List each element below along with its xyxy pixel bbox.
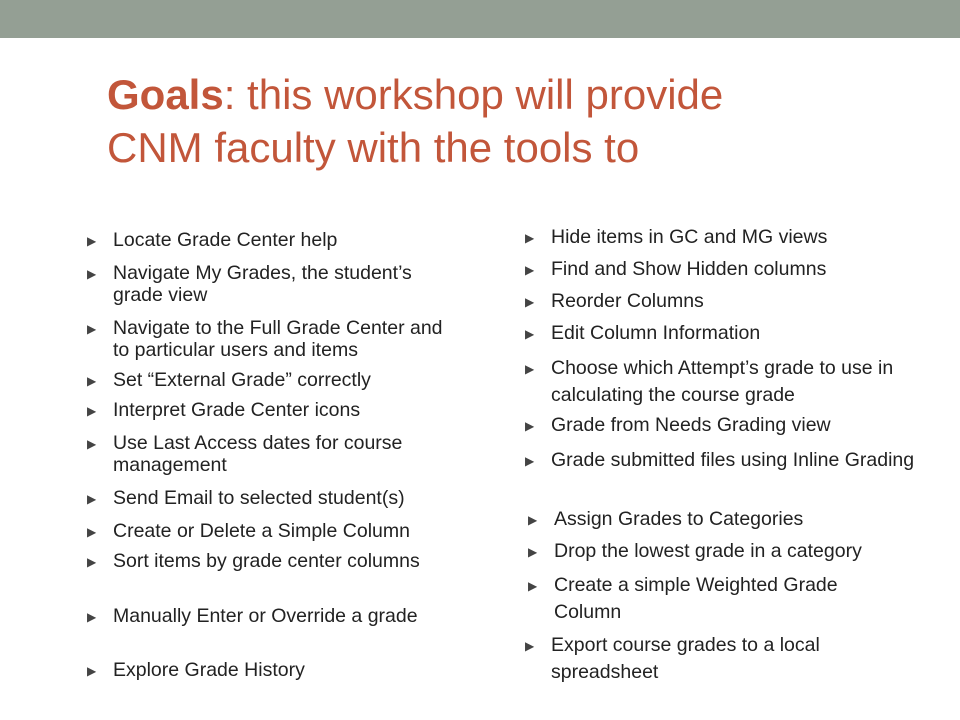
triangle-right-icon: ▶ (87, 610, 97, 624)
list-item-text: Explore Grade History (113, 659, 305, 681)
list-item (87, 432, 463, 476)
triangle-right-icon: ▶ (87, 555, 97, 569)
list-item-text: Create or Delete a Simple Column (113, 520, 410, 542)
list-item (528, 572, 894, 626)
list-item-text: Locate Grade Center help (113, 229, 338, 251)
list-item (87, 605, 463, 627)
list-item-text: Find and Show Hidden columns (551, 258, 827, 280)
title-bold: Goals (107, 71, 224, 118)
triangle-right-icon: ▶ (528, 579, 538, 593)
list-item (528, 508, 934, 530)
list-item-text: Sort items by grade center columns (113, 550, 420, 572)
triangle-right-icon: ▶ (87, 437, 97, 451)
list-item-text: Choose which Attempt’s grade to use in calculating the course grade (551, 357, 894, 406)
list-item (87, 317, 463, 361)
triangle-right-icon: ▶ (525, 263, 535, 277)
triangle-right-icon: ▶ (87, 267, 97, 281)
list-item (525, 414, 931, 436)
triangle-right-icon: ▶ (528, 545, 538, 559)
triangle-right-icon: ▶ (87, 492, 97, 506)
list-item (525, 290, 931, 312)
list-item-text: Edit Column Information (551, 322, 761, 344)
triangle-right-icon: ▶ (525, 419, 535, 433)
list-item (87, 550, 463, 572)
top-accent-bar (0, 0, 960, 38)
list-item-text: Navigate to the Full Grade Center and to particular users and items (113, 317, 443, 361)
list-item-text: Grade from Needs Grading view (551, 414, 831, 436)
triangle-right-icon: ▶ (525, 295, 535, 309)
triangle-right-icon: ▶ (525, 327, 535, 341)
triangle-right-icon: ▶ (87, 664, 97, 678)
triangle-right-icon: ▶ (525, 231, 535, 245)
list-item-text: Set “External Grade” correctly (113, 369, 371, 391)
list-item-text: Assign Grades to Categories (554, 508, 804, 530)
list-item (528, 540, 934, 562)
list-item-text: Export course grades to a local spreadsheet (551, 634, 820, 683)
list-item (87, 659, 463, 681)
list-item (525, 226, 931, 248)
list-item (87, 487, 463, 509)
list-item (87, 262, 463, 306)
triangle-right-icon: ▶ (528, 513, 538, 527)
title-line2: CNM faculty with the tools to (107, 124, 640, 171)
list-item (87, 229, 463, 251)
triangle-right-icon: ▶ (87, 234, 97, 248)
triangle-right-icon: ▶ (87, 525, 97, 539)
triangle-right-icon: ▶ (87, 404, 97, 418)
list-item (87, 369, 463, 391)
list-item-text: Use Last Access dates for course management (113, 432, 403, 476)
list-item-text: Create a simple Weighted Grade Column (554, 574, 838, 623)
list-item-text: Drop the lowest grade in a category (554, 540, 862, 562)
list-item (87, 399, 463, 421)
list-item (525, 355, 931, 409)
triangle-right-icon: ▶ (87, 322, 97, 336)
title-rest: : this workshop will provide (223, 71, 724, 118)
list-item (525, 632, 891, 686)
triangle-right-icon: ▶ (525, 639, 535, 653)
list-item-text: Navigate My Grades, the student’s grade view (113, 262, 412, 306)
list-item-text: Grade submitted files using Inline Grading (551, 449, 915, 471)
triangle-right-icon: ▶ (525, 362, 535, 376)
list-item-text: Reorder Columns (551, 290, 704, 312)
list-item-text: Send Email to selected student(s) (113, 487, 405, 509)
list-item (87, 520, 463, 542)
list-item (525, 447, 931, 474)
triangle-right-icon: ▶ (525, 454, 535, 468)
list-item (525, 258, 931, 280)
slide-title (107, 68, 907, 174)
triangle-right-icon: ▶ (87, 374, 97, 388)
list-item-text: Interpret Grade Center icons (113, 399, 361, 421)
list-item-text: Hide items in GC and MG views (551, 226, 828, 248)
list-item (525, 322, 931, 344)
list-item-text: Manually Enter or Override a grade (113, 605, 418, 627)
